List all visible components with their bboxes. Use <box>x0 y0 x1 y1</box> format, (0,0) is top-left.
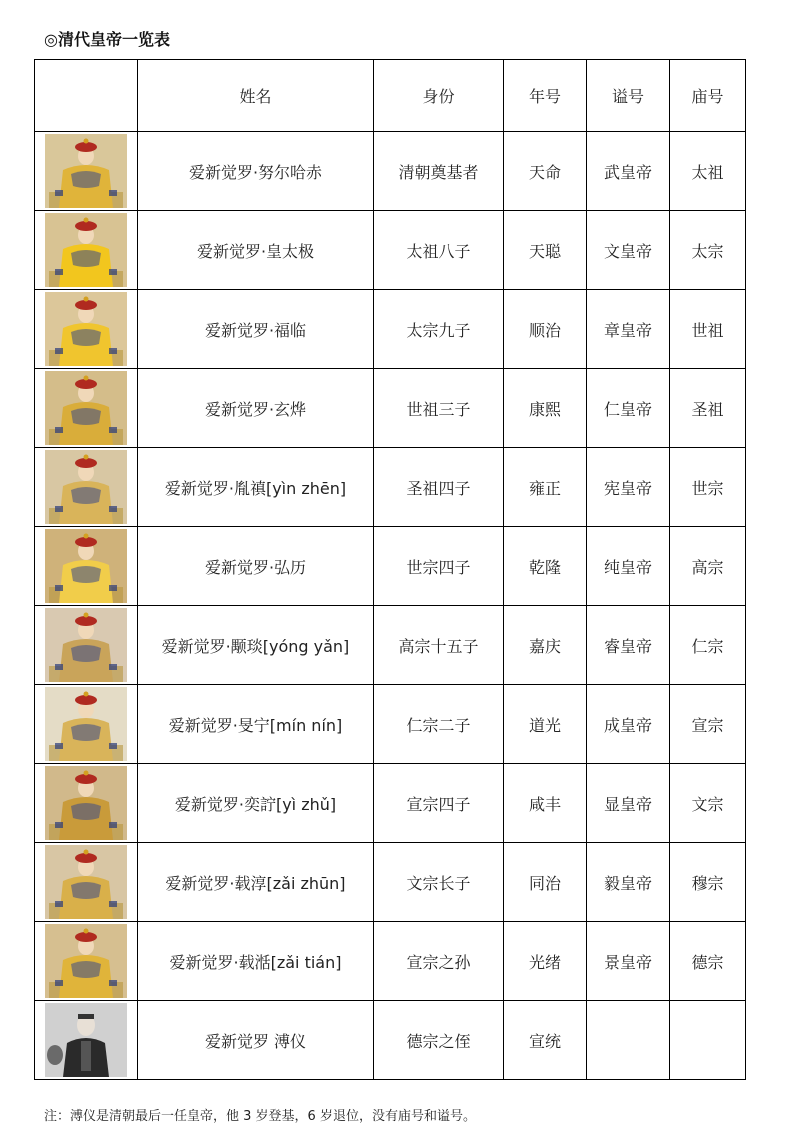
emperor-temple-name <box>670 1001 746 1080</box>
emperor-posthumous-title: 景皇帝 <box>587 922 670 1001</box>
emperor-posthumous-title: 成皇帝 <box>587 685 670 764</box>
portrait-cell <box>35 132 138 211</box>
emperor-posthumous-title: 仁皇帝 <box>587 369 670 448</box>
emperor-portrait-image <box>45 1003 127 1077</box>
portrait-cell <box>35 606 138 685</box>
emperor-temple-name: 仁宗 <box>670 606 746 685</box>
emperor-temple-name: 高宗 <box>670 527 746 606</box>
emperor-posthumous-title: 显皇帝 <box>587 764 670 843</box>
emperor-name: 爱新觉罗·旻宁[mín nín] <box>138 685 374 764</box>
table-row <box>35 211 746 290</box>
table-row <box>35 448 746 527</box>
emperor-portrait-image <box>45 450 127 524</box>
emperor-posthumous-title: 宪皇帝 <box>587 448 670 527</box>
emperor-portrait-image <box>45 371 127 445</box>
emperor-name: 爱新觉罗·努尔哈赤 <box>138 132 374 211</box>
emperor-identity: 德宗之侄 <box>374 1001 504 1080</box>
portrait-cell <box>35 527 138 606</box>
emperor-identity: 太宗九子 <box>374 290 504 369</box>
emperor-era-name: 嘉庆 <box>504 606 587 685</box>
emperor-era-name: 顺治 <box>504 290 587 369</box>
emperor-era-name: 乾隆 <box>504 527 587 606</box>
emperor-table <box>34 59 746 1080</box>
emperor-posthumous-title: 文皇帝 <box>587 211 670 290</box>
emperor-era-name: 天聪 <box>504 211 587 290</box>
emperor-temple-name: 穆宗 <box>670 843 746 922</box>
emperor-posthumous-title <box>587 1001 670 1080</box>
table-header-row <box>35 60 746 132</box>
emperor-portrait-image <box>45 766 127 840</box>
emperor-identity: 宣宗之孙 <box>374 922 504 1001</box>
portrait-cell <box>35 843 138 922</box>
table-row <box>35 290 746 369</box>
portrait-cell <box>35 448 138 527</box>
emperor-posthumous-title: 睿皇帝 <box>587 606 670 685</box>
footnote: 注：溥仪是清朝最后一任皇帝，他 3 岁登基，6 岁退位，没有庙号和谥号。 <box>44 1109 476 1124</box>
emperor-name: 爱新觉罗·弘历 <box>138 527 374 606</box>
emperor-identity: 高宗十五子 <box>374 606 504 685</box>
emperor-name: 爱新觉罗·颙琰[yóng yǎn] <box>138 606 374 685</box>
table-row <box>35 606 746 685</box>
portrait-cell <box>35 211 138 290</box>
emperor-temple-name: 文宗 <box>670 764 746 843</box>
emperor-era-name: 光绪 <box>504 922 587 1001</box>
emperor-temple-name: 太宗 <box>670 211 746 290</box>
emperor-name: 爱新觉罗·奕詝[yì zhǔ] <box>138 764 374 843</box>
emperor-identity: 世祖三子 <box>374 369 504 448</box>
portrait-cell <box>35 369 138 448</box>
table-row <box>35 1001 746 1080</box>
emperor-era-name: 天命 <box>504 132 587 211</box>
portrait-cell <box>35 922 138 1001</box>
emperor-temple-name: 太祖 <box>670 132 746 211</box>
emperor-identity: 太祖八子 <box>374 211 504 290</box>
emperor-name: 爱新觉罗 溥仪 <box>138 1001 374 1080</box>
header-identity: 身份 <box>374 60 504 132</box>
portrait-cell <box>35 764 138 843</box>
emperor-name: 爱新觉罗·玄烨 <box>138 369 374 448</box>
emperor-era-name: 咸丰 <box>504 764 587 843</box>
emperor-name: 爱新觉罗·载湉[zǎi tián] <box>138 922 374 1001</box>
emperor-identity: 清朝奠基者 <box>374 132 504 211</box>
table-row <box>35 527 746 606</box>
emperor-era-name: 道光 <box>504 685 587 764</box>
emperor-name: 爱新觉罗·福临 <box>138 290 374 369</box>
header-era-name: 年号 <box>504 60 587 132</box>
emperor-posthumous-title: 毅皇帝 <box>587 843 670 922</box>
emperor-identity: 圣祖四子 <box>374 448 504 527</box>
header-posthumous-title: 谥号 <box>587 60 670 132</box>
emperor-identity: 世宗四子 <box>374 527 504 606</box>
emperor-era-name: 宣统 <box>504 1001 587 1080</box>
table-row <box>35 685 746 764</box>
emperor-portrait-image <box>45 608 127 682</box>
table-row <box>35 843 746 922</box>
emperor-portrait-image <box>45 687 127 761</box>
table-row <box>35 922 746 1001</box>
portrait-cell <box>35 1001 138 1080</box>
emperor-portrait-image <box>45 529 127 603</box>
emperor-portrait-image <box>45 292 127 366</box>
emperor-posthumous-title: 章皇帝 <box>587 290 670 369</box>
emperor-posthumous-title: 纯皇帝 <box>587 527 670 606</box>
page-title: ◎清代皇帝一览表 <box>44 30 170 49</box>
emperor-portrait-image <box>45 924 127 998</box>
emperor-identity: 仁宗二子 <box>374 685 504 764</box>
emperor-temple-name: 德宗 <box>670 922 746 1001</box>
emperor-posthumous-title: 武皇帝 <box>587 132 670 211</box>
header-portrait <box>35 60 138 132</box>
emperor-name: 爱新觉罗·胤禛[yìn zhēn] <box>138 448 374 527</box>
emperor-era-name: 康熙 <box>504 369 587 448</box>
portrait-cell <box>35 290 138 369</box>
emperor-portrait-image <box>45 845 127 919</box>
table-row <box>35 764 746 843</box>
emperor-name: 爱新觉罗·载淳[zǎi zhūn] <box>138 843 374 922</box>
emperor-temple-name: 圣祖 <box>670 369 746 448</box>
emperor-portrait-image <box>45 134 127 208</box>
emperor-temple-name: 宣宗 <box>670 685 746 764</box>
header-name: 姓名 <box>138 60 374 132</box>
emperor-era-name: 雍正 <box>504 448 587 527</box>
header-temple-name: 庙号 <box>670 60 746 132</box>
portrait-cell <box>35 685 138 764</box>
emperor-identity: 宣宗四子 <box>374 764 504 843</box>
table-row <box>35 369 746 448</box>
emperor-identity: 文宗长子 <box>374 843 504 922</box>
emperor-era-name: 同治 <box>504 843 587 922</box>
emperor-name: 爱新觉罗·皇太极 <box>138 211 374 290</box>
emperor-temple-name: 世宗 <box>670 448 746 527</box>
emperor-temple-name: 世祖 <box>670 290 746 369</box>
emperor-portrait-image <box>45 213 127 287</box>
table-row <box>35 132 746 211</box>
